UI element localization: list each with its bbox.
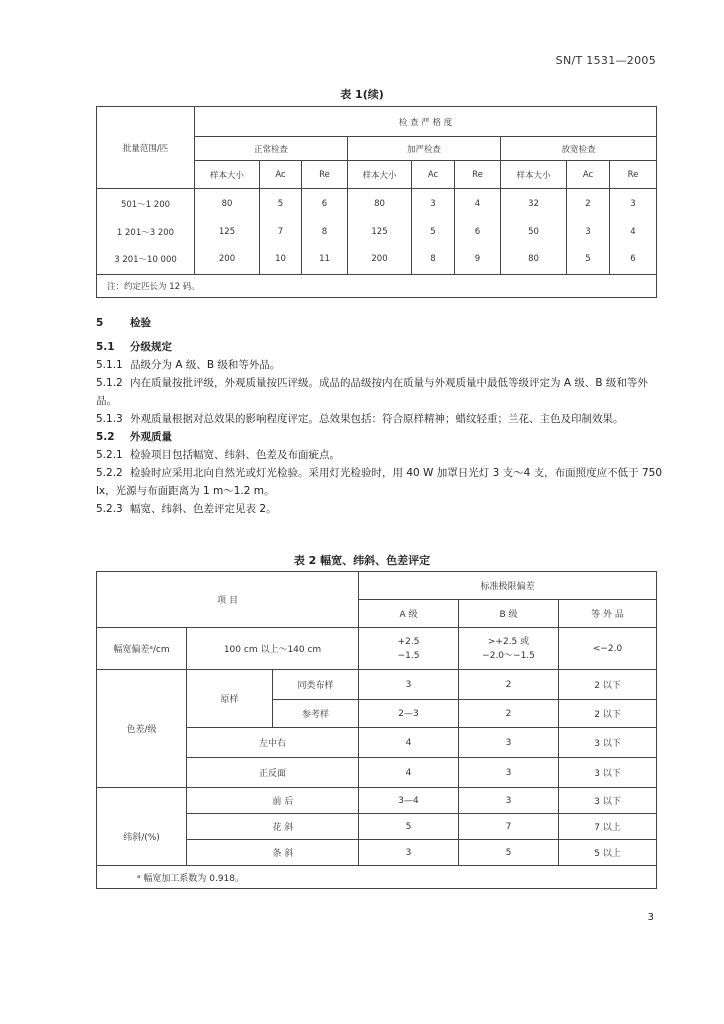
table-cell: 32 (501, 189, 567, 219)
table-cell: 5 以上 (559, 840, 657, 866)
table-cell: 10 (260, 245, 302, 275)
section-body (96, 314, 662, 518)
clause-5-2-3: 5.2.3 幅宽、纬斜、色差评定见表 2。 (96, 503, 277, 515)
width-grade-a: +2.5 −1.5 (359, 628, 459, 670)
clause-5-2-2: 5.2.2 检验时应采用北向自然光或灯光检验。采用灯光检验时，用 40 W 加罩日光灯 3 支～4 支，布面照度应不低于 750 lx，光源与布面距离为 1 m～1.2 m。 (96, 467, 663, 497)
sample-size-header: 样本大小 (195, 161, 260, 189)
table-cell: 2 以下 (559, 670, 657, 700)
table-cell: 3 (459, 758, 559, 788)
pattern-skew-label: 花 斜 (273, 814, 359, 840)
spacer-cell (187, 788, 273, 814)
table-cell: 3—4 (359, 788, 459, 814)
table-row (97, 670, 657, 700)
table-cell: 2 以下 (559, 700, 657, 728)
table-cell: 7 (459, 814, 559, 840)
standard-code: SN/T 1531—2005 (555, 54, 656, 67)
front-back-skew-label: 前 后 (273, 788, 359, 814)
table-cell: 2 (567, 189, 610, 219)
table-cell: 3 (567, 219, 610, 245)
ac-header: Ac (412, 161, 455, 189)
table-cell: 5 (359, 814, 459, 840)
section-5-heading: 5 检验 (96, 317, 151, 329)
table-cell: 3 (459, 728, 559, 758)
table-row (97, 245, 657, 275)
table-cell: 5 (260, 189, 302, 219)
clause-5-2-1: 5.2.1 检验项目包括幅宽、纬斜、色差及布面疵点。 (96, 449, 340, 461)
table-cell: 50 (501, 219, 567, 245)
tightened-check-header: 加严检查 (348, 137, 501, 161)
batch-range-cell: 1 201～3 200 (97, 219, 195, 245)
table1-caption: 表 1(续) (340, 88, 384, 101)
ac-header: Ac (260, 161, 302, 189)
table-cell: 80 (348, 189, 412, 219)
width-grade-b: >+2.5 或 −2.0～−1.5 (459, 628, 559, 670)
weft-skew-label: 纬斜/(%) (97, 788, 187, 866)
width-range: 100 cm 以上～140 cm (187, 628, 359, 670)
table-cell: 3 以下 (559, 788, 657, 814)
table-cell: 3 以下 (559, 728, 657, 758)
table-cell: 4 (359, 728, 459, 758)
sample-size-header: 样本大小 (348, 161, 412, 189)
table-cell: 5 (567, 245, 610, 275)
width-deviation-label: 幅宽偏差ᵃ/cm (97, 628, 187, 670)
color-diff-label: 色差/级 (97, 670, 187, 788)
table-cell: 125 (348, 219, 412, 245)
item-header: 项 目 (97, 572, 359, 628)
table-cell: 4 (359, 758, 459, 788)
table-cell: 4 (455, 189, 501, 219)
table-cell: 2 (459, 670, 559, 700)
normal-check-header: 正常检查 (195, 137, 348, 161)
section-5-2-heading: 5.2 外观质量 (96, 431, 172, 443)
table-row (97, 628, 657, 670)
width-substandard: <−2.0 (559, 628, 657, 670)
table-cell: 5 (459, 840, 559, 866)
original-sample-label: 原样 (187, 670, 273, 728)
page-number: 3 (647, 912, 654, 923)
section-5-1-heading: 5.1 分级规定 (96, 341, 172, 353)
table-cell: 200 (348, 245, 412, 275)
front-back-label: 正反面 (187, 758, 359, 788)
table-cell: 7 (260, 219, 302, 245)
table-row (97, 219, 657, 245)
table1-note: 注：约定匹长为 12 码。 (97, 275, 657, 298)
reference-sample-label: 参考样 (273, 700, 359, 728)
sample-size-header: 样本大小 (501, 161, 567, 189)
strictness-header: 检 查 严 格 度 (195, 107, 657, 137)
table-cell: 4 (610, 219, 657, 245)
table-cell: 3 (459, 788, 559, 814)
substandard-header: 等 外 品 (559, 600, 657, 628)
stripe-skew-label: 条 斜 (273, 840, 359, 866)
reduced-check-header: 放宽检查 (501, 137, 657, 161)
clause-5-1-1: 5.1.1 品级分为 A 级、B 级和等外品。 (96, 359, 281, 371)
table-cell: 200 (195, 245, 260, 275)
batch-range-cell: 3 201～10 000 (97, 245, 195, 275)
re-header: Re (302, 161, 348, 189)
re-header: Re (455, 161, 501, 189)
table-cell: 3 (610, 189, 657, 219)
table-cell: 80 (195, 189, 260, 219)
limit-deviation-header: 标准极限偏差 (359, 572, 657, 600)
table-cell: 125 (195, 219, 260, 245)
table-cell: 3 以下 (559, 758, 657, 788)
clause-5-1-3: 5.1.3 外观质量根据对总效果的影响程度评定。总效果包括：符合原样精神；蜡纹轻重；兰花、主色及印制效果。 (96, 413, 624, 425)
table-cell: 2—3 (359, 700, 459, 728)
spacer-cell (187, 840, 273, 866)
table-cell: 9 (455, 245, 501, 275)
evaluation-table (96, 571, 657, 889)
table-cell: 7 以上 (559, 814, 657, 840)
table-cell: 3 (359, 670, 459, 700)
table-cell: 6 (455, 219, 501, 245)
batch-range-cell: 501～1 200 (97, 189, 195, 219)
table-row (97, 788, 657, 814)
clause-5-1-2: 5.1.2 内在质量按批评级，外观质量按匹评级。成品的品级按内在质量与外观质量中最低等级评定为 A 级、B 级和等外品。 (96, 377, 648, 407)
table-cell: 2 (459, 700, 559, 728)
ac-header: Ac (567, 161, 610, 189)
table-cell: 80 (501, 245, 567, 275)
table-cell: 8 (412, 245, 455, 275)
left-mid-right-label: 左中右 (187, 728, 359, 758)
table-cell: 8 (302, 219, 348, 245)
table-cell: 3 (412, 189, 455, 219)
table-cell: 3 (359, 840, 459, 866)
grade-a-header: A 级 (359, 600, 459, 628)
spacer-cell (187, 814, 273, 840)
table-row (97, 189, 657, 219)
re-header: Re (610, 161, 657, 189)
same-batch-label: 同类布样 (273, 670, 359, 700)
table2-note: ᵃ 幅宽加工系数为 0.918。 (97, 866, 657, 889)
table-cell: 6 (610, 245, 657, 275)
table-cell: 6 (302, 189, 348, 219)
grade-b-header: B 级 (459, 600, 559, 628)
table2-caption: 表 2 幅宽、纬斜、色差评定 (293, 554, 431, 567)
table-cell: 11 (302, 245, 348, 275)
batch-range-header: 批量范围/匹 (97, 107, 195, 189)
sampling-table (96, 106, 657, 298)
table-cell: 5 (412, 219, 455, 245)
